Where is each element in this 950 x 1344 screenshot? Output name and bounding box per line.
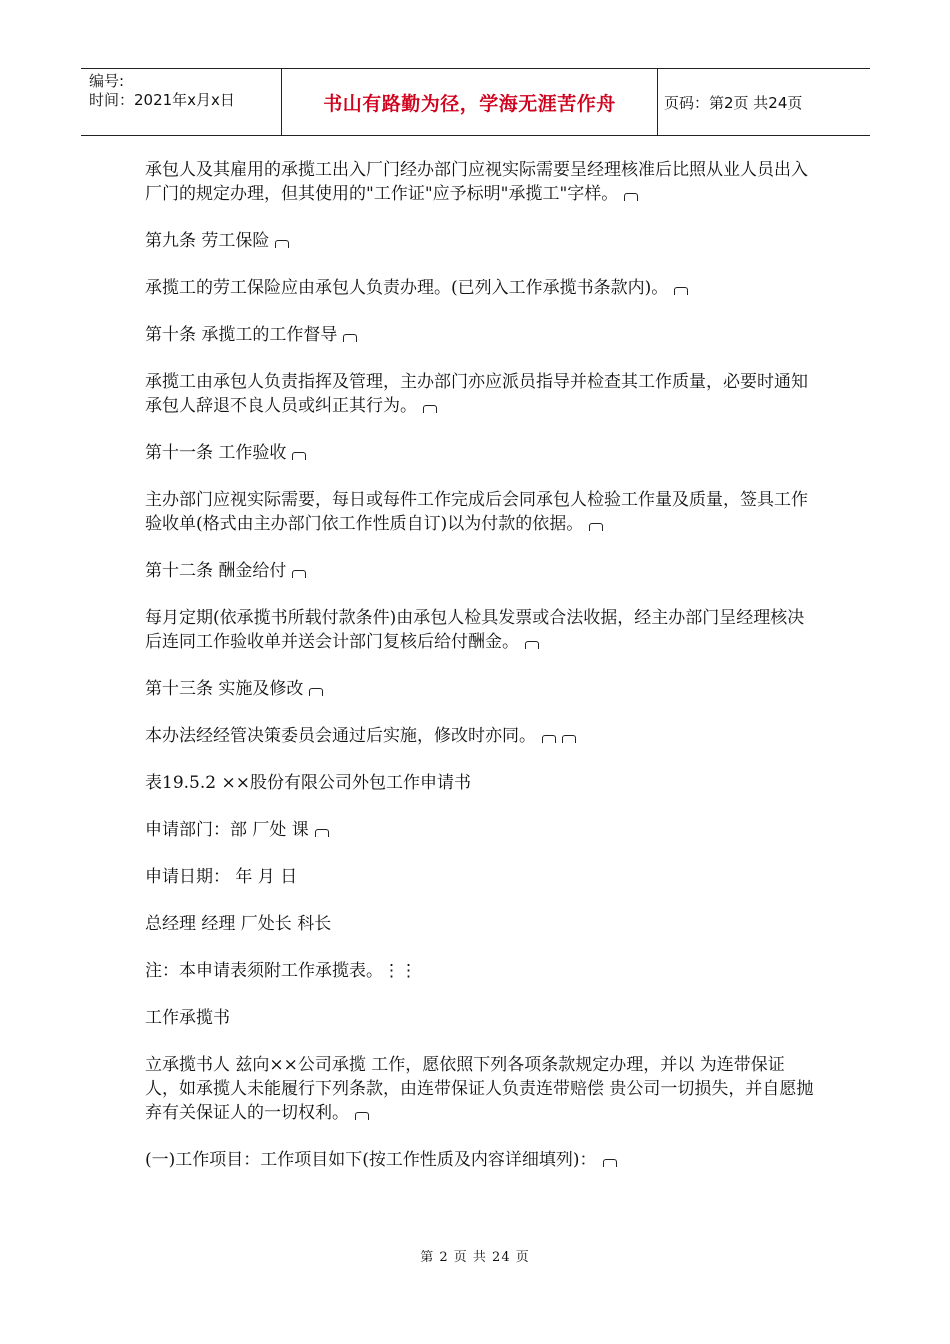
paragraph-text: 第九条 劳工保险 [145, 231, 270, 251]
paragraph-text: 立承揽书人 兹向××公司承揽 工作，愿依照下列各项条款规定办理，并以 为连带保证人，如承揽人未能履行下列条款，由连带保证人负责连带赔偿 贵公司一切损失，并自愿抛弃有关保证人的一切权利。 [145, 1055, 814, 1123]
paragraph-text: 表19.5.2 ××股份有限公司外包工作申请书 [145, 773, 471, 793]
paragraph-mark-icon [589, 523, 603, 531]
paragraph [145, 370, 815, 418]
paragraph [145, 441, 815, 465]
paragraph-mark-icon [343, 334, 357, 342]
paragraph-text: 第十三条 实施及修改 [145, 679, 304, 699]
paragraph-mark-icon [275, 240, 289, 248]
paragraph [145, 677, 815, 701]
paragraph-text: 主办部门应视实际需要，每日或每件工作完成后会同承包人检验工作量及质量，签具工作验收单(格式由主办部门依工作性质自订)以为付款的依据。 [145, 490, 808, 534]
paragraph-text: 申请部门：部 厂处 课 [145, 820, 309, 840]
header-page-info-cell [658, 69, 870, 135]
header-meta [81, 69, 282, 135]
paragraph-text: 本办法经经管决策委员会通过后实施，修改时亦同。 [145, 726, 536, 746]
paragraph-mark-icon [562, 735, 576, 743]
paragraph-mark-icon [423, 405, 437, 413]
paragraph-text: 工作承揽书 [145, 1008, 230, 1028]
paragraph [145, 1053, 815, 1125]
paragraph [145, 1006, 815, 1030]
header-motto: 书山有路勤为径，学海无涯苦作舟 [323, 92, 616, 115]
paragraph-mark-icon [309, 688, 323, 696]
paragraph [145, 818, 815, 842]
paragraph [145, 488, 815, 536]
paragraph-text: 承揽工由承包人负责指挥及管理，主办部门亦应派员指导并检查其工作质量，必要时通知承包人辞退不良人员或纠正其行为。 [145, 372, 808, 416]
page-footer [0, 1246, 950, 1265]
paragraph-mark-icon [542, 735, 556, 743]
page-header [81, 68, 870, 136]
paragraph-mark-icon [355, 1112, 369, 1120]
paragraph [145, 606, 815, 654]
paragraph-text: 第十二条 酬金给付 [145, 561, 287, 581]
paragraph [145, 771, 815, 795]
paragraph-text: 第十条 承揽工的工作督导 [145, 325, 338, 345]
paragraph-mark-icon [624, 193, 638, 201]
paragraph-text: (一)工作项目：工作项目如下(按工作性质及内容详细填列)： [145, 1150, 597, 1170]
paragraph [145, 158, 815, 206]
paragraph-mark-icon [315, 829, 329, 837]
paragraph [145, 229, 815, 253]
document-body [145, 158, 815, 1195]
paragraph [145, 912, 815, 936]
paragraph [145, 724, 815, 748]
paragraph-text: 每月定期(依承揽书所载付款条件)由承包人检具发票或合法收据，经主办部门呈经理核决后连同工作验收单并送会计部门复核后给付酬金。 [145, 608, 805, 652]
paragraph-text: 总经理 经理 厂处长 科长 [145, 914, 332, 934]
doc-time-label: 时间：2021年x月x日 [89, 91, 235, 109]
paragraph-text: 承包人及其雇用的承揽工出入厂门经办部门应视实际需要呈经理核准后比照从业人员出入厂门的规定办理，但其使用的"工作证"应予标明"承揽工"字样。 [145, 160, 808, 204]
header-page-info: 页码：第2页 共24页 [664, 93, 803, 112]
paragraph [145, 1148, 815, 1172]
paragraph-mark-icon [292, 452, 306, 460]
paragraph-text: 承揽工的劳工保险应由承包人负责办理。(已列入工作承揽书条款内)。 [145, 278, 669, 298]
paragraph-text: 注：本申请表须附工作承揽表。⋮⋮ [145, 961, 417, 981]
paragraph [145, 865, 815, 889]
paragraph [145, 959, 815, 983]
paragraph-text: 申请日期： 年 月 日 [145, 867, 298, 887]
footer-page-number: 第 2 页 共 24 页 [420, 1250, 530, 1265]
paragraph-mark-icon [292, 570, 306, 578]
paragraph-text: 第十一条 工作验收 [145, 443, 287, 463]
doc-code-label: 编号: [89, 72, 125, 90]
paragraph [145, 276, 815, 300]
paragraph [145, 559, 815, 583]
paragraph-mark-icon [603, 1159, 617, 1167]
paragraph [145, 323, 815, 347]
paragraph-mark-icon [674, 287, 688, 295]
header-motto-cell [282, 69, 658, 135]
paragraph-mark-icon [525, 641, 539, 649]
